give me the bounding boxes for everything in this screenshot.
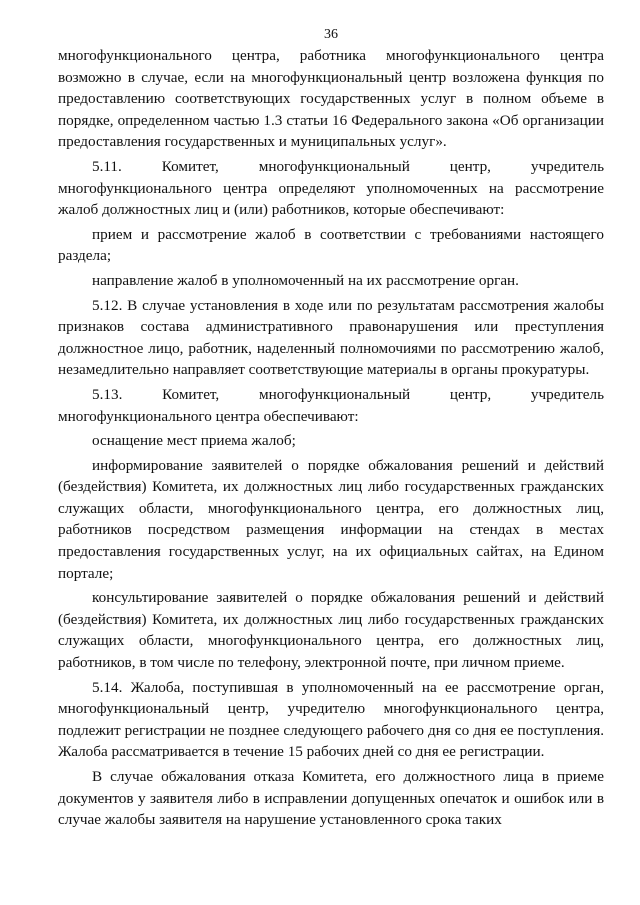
paragraph-list-item: направление жалоб в уполномоченный на их рассмотрение орган. [92, 271, 519, 289]
paragraph-list-item: консультирование заявителей о порядке обжалования решений и действий (бездействия) Комитета, их должностных лиц либо государственных гражданских служащих области, многофункционального центра, его должностных лиц, работников, в том числе по телефону, электронной почте, при личном приеме. [58, 589, 604, 672]
paragraph-5-11: 5.11. Комитет, многофункциональный центр, учредитель многофункционального центра определяют уполномоченных на рассмотрение жалоб должностных лиц и (или) работников, которые обеспечивают: [58, 157, 604, 219]
paragraph-list-item: информирование заявителей о порядке обжалования решений и действий (бездействия) Комитета, их должностных лиц либо государственных гражданских служащих области, многофункционального центра, его должностных лиц, работников посредством размещения информации на стендах в местах предоставления государственных услуг, на их официальных сайтах, на Едином портале; [58, 456, 604, 582]
page-number: 36 [324, 27, 338, 42]
paragraph-5-14: 5.14. Жалоба, поступившая в уполномоченный на ее рассмотрение орган, многофункциональный центр, учредителю многофункционального центра, подлежит регистрации не позднее следующего рабочего дня со дня ее поступления. Жалоба рассматривается в течение 15 рабочих дней со дня ее регистрации. [58, 678, 604, 761]
paragraph-5-12: 5.12. В случае установления в ходе или по результатам рассмотрения жалобы признаков состава административного правонарушения или преступления должностное лицо, работник, наделенный полномочиями по рассмотрению жалоб, незамедлительно направляет соответствующие материалы в органы прокуратуры. [58, 296, 604, 379]
paragraph-continuation: многофункционального центра, работника многофункционального центра возможно в случае, если на многофункциональный центр возложена функция по предоставлению соответствующих государственных услуг в полном объеме в порядке, определенном частью 1.3 статьи 16 Федерального закона «Об организации предоставления государственных и муниципальных услуг». [58, 47, 604, 151]
paragraph-5-13: 5.13. Комитет, многофункциональный центр, учредитель многофункционального центра обеспечивают: [58, 385, 604, 425]
paragraph-list-item: оснащение мест приема жалоб; [92, 432, 296, 450]
paragraph-appeal-refusal: В случае обжалования отказа Комитета, его должностного лица в приеме документов у заявителя либо в исправлении допущенных опечаток и ошибок или в случае жалобы заявителя на нарушение установленного срока таких [58, 768, 604, 829]
paragraph-list-item: прием и рассмотрение жалоб в соответствии с требованиями настоящего раздела; [58, 225, 604, 265]
